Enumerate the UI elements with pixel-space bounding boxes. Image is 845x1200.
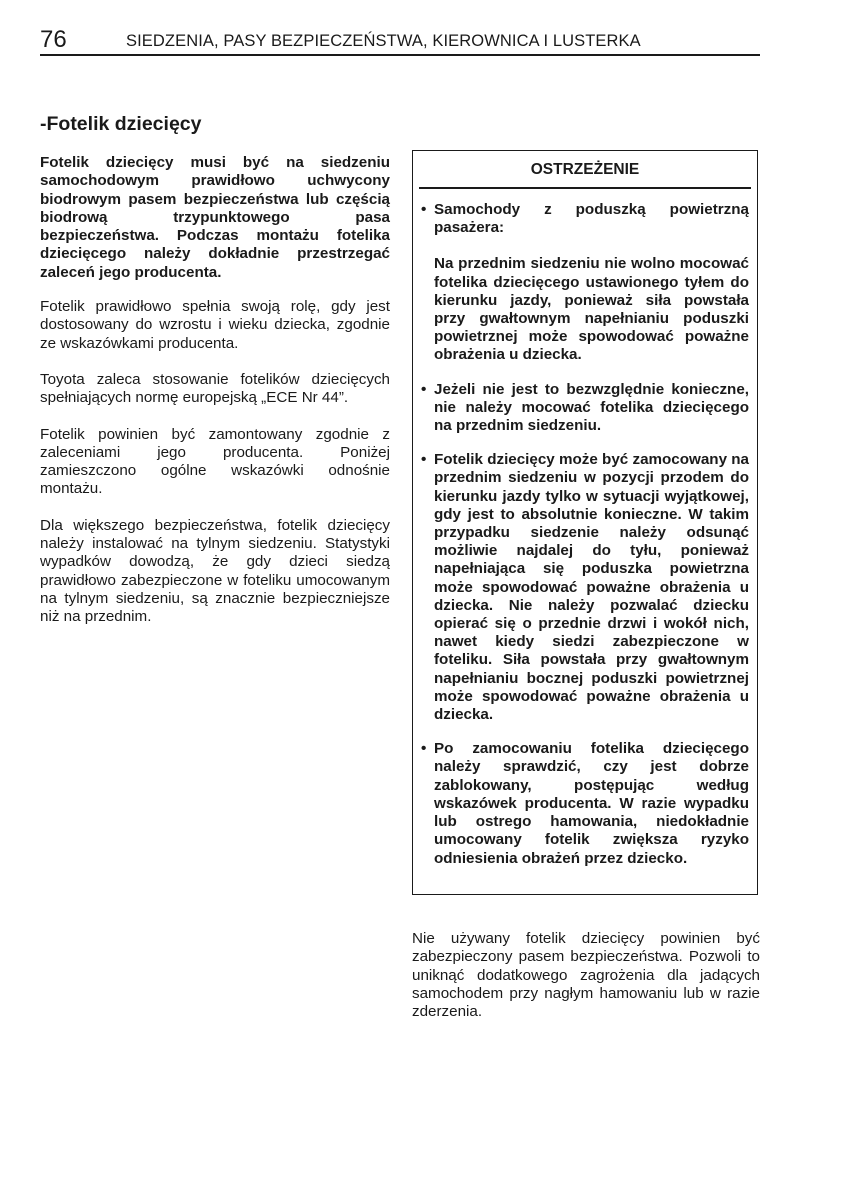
warning-item <box>421 381 749 436</box>
warning-item <box>421 451 749 724</box>
warning-item <box>421 201 749 365</box>
body-paragraph: Fotelik prawidłowo spełnia swoją rolę, gdy jest dostosowany do wzrostu i wieku dziecka, zgodnie ze wskazówkami producenta. <box>40 298 390 352</box>
right-column-bottom <box>412 930 760 1039</box>
warning-item-lead: Samochody z poduszką powietrzną pasażera: <box>434 201 749 237</box>
page-number: 76 <box>40 26 67 53</box>
warning-title: OSTRZEŻENIE <box>419 151 751 189</box>
body-paragraph: Dla większego bezpieczeństwa, fotelik dziecięcy należy instalować na tylnym siedzeniu. Statystyki wypadków dowodzą, że gdy dzieci siedzą prawidłowo zabezpieczone w foteliku umocowanym na tylnym siedzeniu, są znacznie bezpieczniejsze niż na przednim. <box>40 516 390 626</box>
warning-item-lead: Jeżeli nie jest to bezwzględnie konieczne, nie należy mocować fotelika dziecięcego na przednim siedzeniu. <box>434 380 749 435</box>
bullet-icon: • <box>421 380 427 398</box>
running-title: SIEDZENIA, PASY BEZPIECZEŃSTWA, KIEROWNICA I LUSTERKA <box>126 32 641 50</box>
page-header <box>40 26 760 56</box>
section-title: -Fotelik dziecięcy <box>40 113 202 135</box>
body-paragraph: Fotelik powinien być zamontowany zgodnie z zaleceniami jego producenta. Poniżej zamieszczono ogólne wskazówki odnośnie montażu. <box>40 425 390 498</box>
left-column <box>40 112 390 645</box>
warning-list <box>413 189 757 868</box>
body-paragraph: Toyota zaleca stosowanie fotelików dziecięcych spełniających normę europejską „ECE Nr 44”. <box>40 370 390 407</box>
closing-paragraph: Nie używany fotelik dziecięcy powinien być zabezpieczony pasem bezpieczeństwa. Pozwoli to uniknąć dodatkowego zagrożenia dla jadących samochodem przy nagłym hamowaniu lub w razie zderzenia. <box>412 930 760 1021</box>
warning-item-body: Na przednim siedzeniu nie wolno mocować fotelika dziecięcego ustawionego tyłem do kierunku jazdy, ponieważ siła powstała przy gwałtownym napełnianiu poduszki powietrznej może spowodować poważne obrażenia u dziecka. <box>434 255 749 364</box>
bullet-icon: • <box>421 451 427 469</box>
warning-item-lead: Po zamocowaniu fotelika dziecięcego należy sprawdzić, czy jest dobrze zablokowany, postępując według wskazówek producenta. W razie wypadku lub ostrego hamowania, niedokładnie umocowany fotelik zwiększa ryzyko odniesienia obrażeń przez dziecko. <box>434 740 749 867</box>
warning-item <box>421 740 749 867</box>
warning-item-lead: Fotelik dziecięcy może być zamocowany na przednim siedzeniu w pozycji przodem do kierunku jazdy tylko w sytuacji wyjątkowej, gdy jest to absolutnie konieczne. W takim przypadku siedzenie należy odsunąć możliwie najdalej do tyłu, ponieważ napełniająca się poduszka powietrzna może spowodować poważne obrażenia u dziecka. Nie należy pozwalać dziecku opierać się o przednie drzwi i wokół nich, nawet kiedy siedzi zabezpieczone w foteliku. Siła powstała przy gwałtownym napełnianiu bocznej poduszki powietrznej może spowodować poważne obrażenia u dziecka. <box>434 451 749 724</box>
intro-paragraph: Fotelik dziecięcy musi być na siedzeniu samochodowym prawidłowo uchwycony biodrowym pasem bezpieczeństwa lub częścią biodrową trzypunktowego pasa bezpieczeństwa. Podczas montażu fotelika dziecięcego należy dokładnie przestrzegać zaleceń jego producenta. <box>40 154 390 281</box>
warning-box <box>412 150 758 895</box>
bullet-icon: • <box>421 201 427 218</box>
bullet-icon: • <box>421 740 427 758</box>
